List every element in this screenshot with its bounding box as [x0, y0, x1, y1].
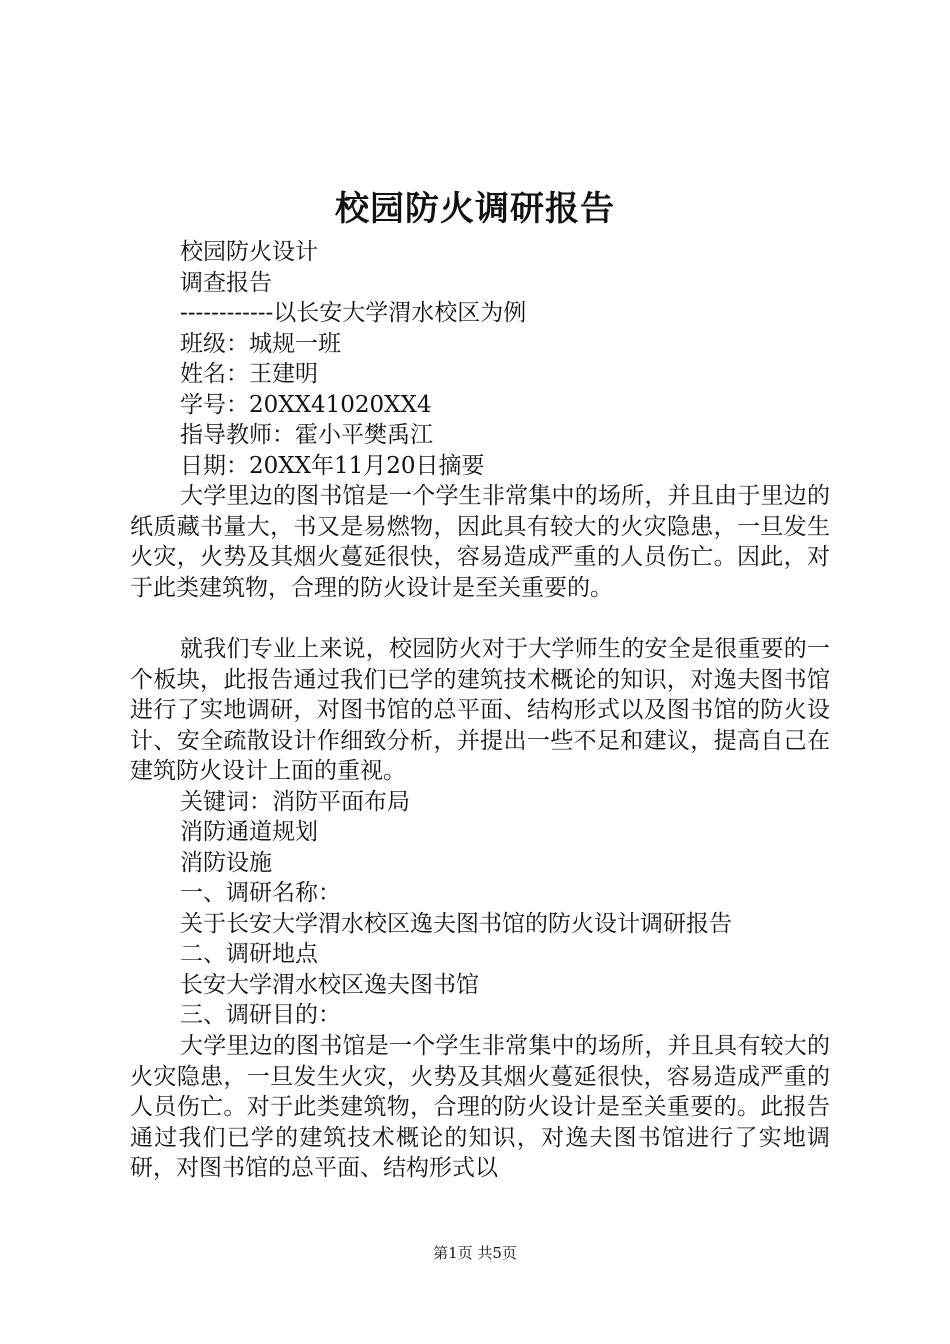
name-line: 姓名：王建明	[180, 361, 318, 387]
section-body: 关于长安大学渭水校区逸夫图书馆的防火设计调研报告	[180, 911, 732, 937]
abstract-paragraph: 就我们专业上来说，校园防火对于大学师生的安全是很重要的一个板块，此报告通过我们已学的建筑技术概论的知识，对逸夫图书馆进行了实地调研，对图书馆的总平面、结构形式以及图书馆的防火设计、安全疏散设计作细致分析，并提出一些不足和建议，提高自己在建筑防火设计上面的重视。	[130, 636, 830, 785]
section-heading: 三、调研目的：	[180, 1002, 341, 1028]
class-line: 班级：城规一班	[180, 331, 341, 357]
purpose-paragraph: 大学里边的图书馆是一个学生非常集中的场所，并且具有较大的火灾隐患，一旦发生火灾，火势及其烟火蔓延很快，容易造成严重的人员伤亡。对于此类建筑物，合理的防火设计是至关重要的。此报告通过我们已学的建筑技术概论的知识，对逸夫图书馆进行了实地调研，对图书馆的总平面、结构形式以	[130, 1033, 830, 1182]
advisor-line: 指导教师：霍小平樊禹江	[180, 422, 433, 448]
section-heading: 二、调研地点	[180, 941, 318, 967]
section-body: 长安大学渭水校区逸夫图书馆	[180, 972, 479, 998]
keywords-line: 关键词：消防平面布局	[180, 789, 410, 815]
subtitle-line: 校园防火设计	[180, 239, 318, 265]
abstract-paragraph: 大学里边的图书馆是一个学生非常集中的场所，并且由于里边的纸质藏书量大，书又是易燃物，因此具有较大的火灾隐患，一旦发生火灾，火势及其烟火蔓延很快，容易造成严重的人员伤亡。因此，对于此类建筑物，合理的防火设计是至关重要的。	[130, 483, 830, 601]
subtitle-line: ------------以长安大学渭水校区为例	[180, 300, 527, 326]
document-title: 校园防火调研报告	[335, 189, 615, 229]
keywords-line: 消防通道规划	[180, 819, 318, 845]
section-heading: 一、调研名称：	[180, 880, 341, 906]
keywords-line: 消防设施	[180, 850, 272, 876]
page-footer: 第1页 共5页	[433, 1244, 517, 1262]
subtitle-line: 调查报告	[180, 270, 272, 296]
student-id-line: 学号：20XX41020XX4	[180, 392, 432, 418]
date-line: 日期：20XX年11月20日摘要	[180, 453, 485, 479]
